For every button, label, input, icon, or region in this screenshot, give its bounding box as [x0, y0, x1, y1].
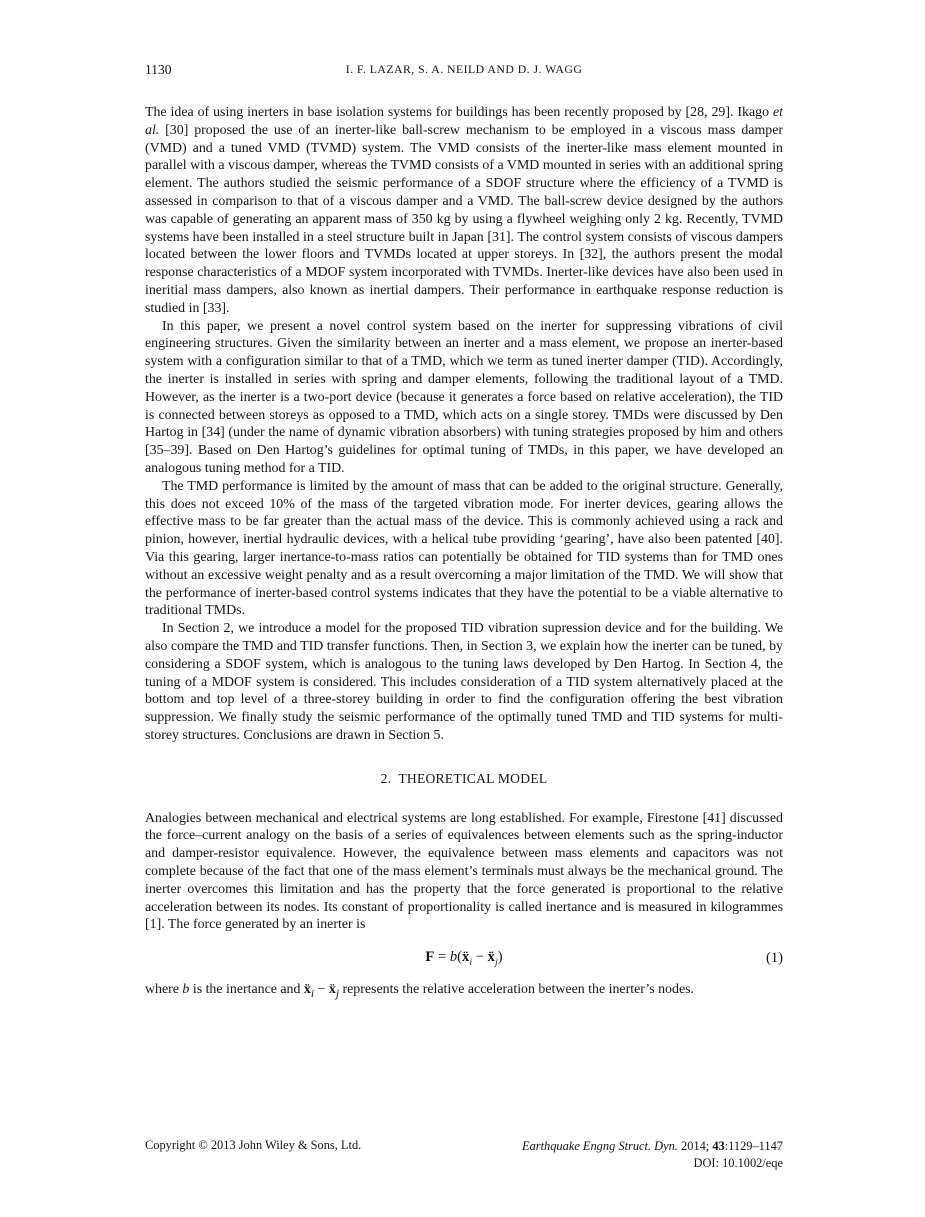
- text-segment: =: [434, 949, 450, 966]
- text-segment: The TMD performance is limited by the amount of mass that can be added to the original structure. Generally, this does not exceed 10% of the mass of the targeted vibration mode. For inerter devices, gearing allows the effective mass to be far greater than the actual mass of the device. This is commonly achieved using a rack and pinion, however, inertial hydraulic devices, with a helical tube providing ‘gearing’, have also been patented [40]. Via this gearing, larger inertance-to-mass ratios can potentially be obtained for TID systems than for TMD ones without an excessive weight penalty and as a result overcoming a major limitation of the TMD. We will show that the performance of inerter-based control systems indicates that they have the potential to be a viable alternative to traditional TMDs.: [145, 478, 783, 619]
- text-segment: ẍ: [328, 982, 336, 998]
- paragraph: [145, 810, 783, 935]
- text-segment: represents the relative acceleration between the inerter’s nodes.: [339, 982, 694, 998]
- text-segment: (: [457, 949, 463, 966]
- text-segment: ): [497, 949, 503, 966]
- text-segment: Earthquake Engng Struct. Dyn.: [522, 1139, 678, 1153]
- text-segment: j: [335, 986, 340, 1000]
- text-segment: In this paper, we present a novel control system based on the inerter for suppressing vibrations of civil engineering structures. Given the similarity between an inerter and a mass element, we propose an inerter-based system with a configuration similar to that of a TMD, which we term as tuned inerter damper (TID). Accordingly, the inerter is installed in series with spring and damper elements, following the traditional layout of a TMD. However, as the inerter is a two-port device (because it generates a force based on relative acceleration), the TID is connected between storeys as opposed to a TMD, which acts on a single storey. TMDs were discussed by Den Hartog in [34] (under the name of dynamic vibration absorbers) with tuning strategies proposed by him and others [35–39]. Based on Den Hartog’s guidelines for optimal tuning of TMDs, in this paper, we have developed an analogous tuning method for a TID.: [145, 318, 783, 476]
- text-segment: et al.: [145, 105, 783, 138]
- text-segment: ẍ: [487, 949, 495, 966]
- text-segment: Analogies between mechanical and electrical systems are long established. For example, Firestone [41] discussed the force–current analogy on the basis of a series of equivalences between elements such as the spring-inductor and damper-resistor equivalence. However, the equivalence between mass elements and capacitors was not complete because of the fact that one of the mass element’s terminals must always be the mechanical ground. The inerter overcomes this limitation and has the property that the force generated is proportional to the relative acceleration between its nodes. Its constant of proportionality is called inertance and is measured in kilogrammes [1]. The force generated by an inerter is: [145, 810, 783, 933]
- text-segment: 43: [712, 1139, 725, 1153]
- text-segment: ẍ: [462, 949, 470, 966]
- text-segment: F: [425, 949, 435, 966]
- journal-reference: [522, 1138, 783, 1155]
- page-header: [145, 62, 783, 79]
- section-paragraphs: [145, 810, 783, 935]
- text-segment: 2014;: [677, 1139, 713, 1153]
- paragraph: [145, 478, 783, 620]
- page-number: 1130: [145, 62, 172, 77]
- text-segment: j: [494, 957, 498, 969]
- copyright-notice: Copyright © 2013 John Wiley & Sons, Ltd.: [145, 1138, 362, 1152]
- footer-right: [522, 1138, 783, 1171]
- text-segment: b: [449, 949, 458, 966]
- text-segment: where: [145, 982, 183, 998]
- equation-content: [425, 949, 503, 969]
- text-segment: −: [314, 982, 329, 998]
- running-head: I. F. LAZAR, S. A. NEILD AND D. J. WAGG: [345, 62, 583, 76]
- text-segment: i: [469, 957, 473, 969]
- text-segment: In Section 2, we introduce a model for the proposed TID vibration supression device and for the building. We also compare the TMD and TID transfer functions. Then, in Section 3, we explain how the inerter can be tuned, by considering a SDOF system, which is analogous to the tuning laws developed by Den Hartog. In Section 4, the tuning of a MDOF system is considered. This includes consideration of a TID system alternatively placed at the bottom and top level of a three-storey building in order to find the configuration offering the best vibration suppression. We finally study the seismic performance of the optimally tuned TMD and TID systems for multi-storey structures. Conclusions are drawn in Section 5.: [145, 621, 783, 743]
- section-heading: 2. THEORETICAL MODEL: [380, 770, 548, 786]
- equation: [145, 949, 783, 968]
- paragraph: [145, 104, 783, 318]
- text-segment: [30] proposed the use of an inerter-like ball-screw mechanism to be employed in a viscous mass damper (VMD) and a tuned VMD (TVMD) system. The VMD consists of the inerter-like mass element mounted in parallel with a viscous damper, whereas the TVMD consists of a VMD mounted in series with an additional spring element. The authors studied the seismic performance of a SDOF structure where the efficiency of a TVMD is assessed in comparison to that of a viscous damper and a VMD. The ball-screw device designed by the authors was capable of generating an apparent mass of 350 kg by using a flywheel weighing only 2 kg. Recently, TVMD systems have been installed in a steel structure built in Japan [31]. The control system consists of viscous dampers located between the lower floors and TVMDs located at upper storeys. In [32], the authors present the modal response characteristics of a MDOF system incorporated with TVMDs. Inerter-like devices have also been used in ineritial mass dampers, also known as inertial dampers. Their performance in earthquake response reduction is studied in [33].: [145, 122, 783, 316]
- text-segment: b: [182, 982, 190, 998]
- text-segment: i: [310, 986, 315, 1000]
- page-footer: [145, 1138, 783, 1171]
- text-segment: The idea of using inerters in base isolation systems for buildings has been recently proposed by [28, 29]. Ikago: [145, 105, 773, 120]
- text-segment: is the inertance and: [189, 982, 304, 998]
- paragraph: [145, 620, 783, 745]
- intro-paragraphs: [145, 104, 783, 745]
- text-segment: ẍ: [303, 982, 311, 998]
- after-equation-text: [145, 981, 783, 1003]
- text-segment: −: [472, 949, 488, 966]
- text-segment: :1129–1147: [724, 1139, 783, 1153]
- equation-number: (1): [765, 950, 783, 967]
- paragraph: [145, 318, 783, 478]
- doi: DOI: 10.1002/eqe: [693, 1155, 783, 1170]
